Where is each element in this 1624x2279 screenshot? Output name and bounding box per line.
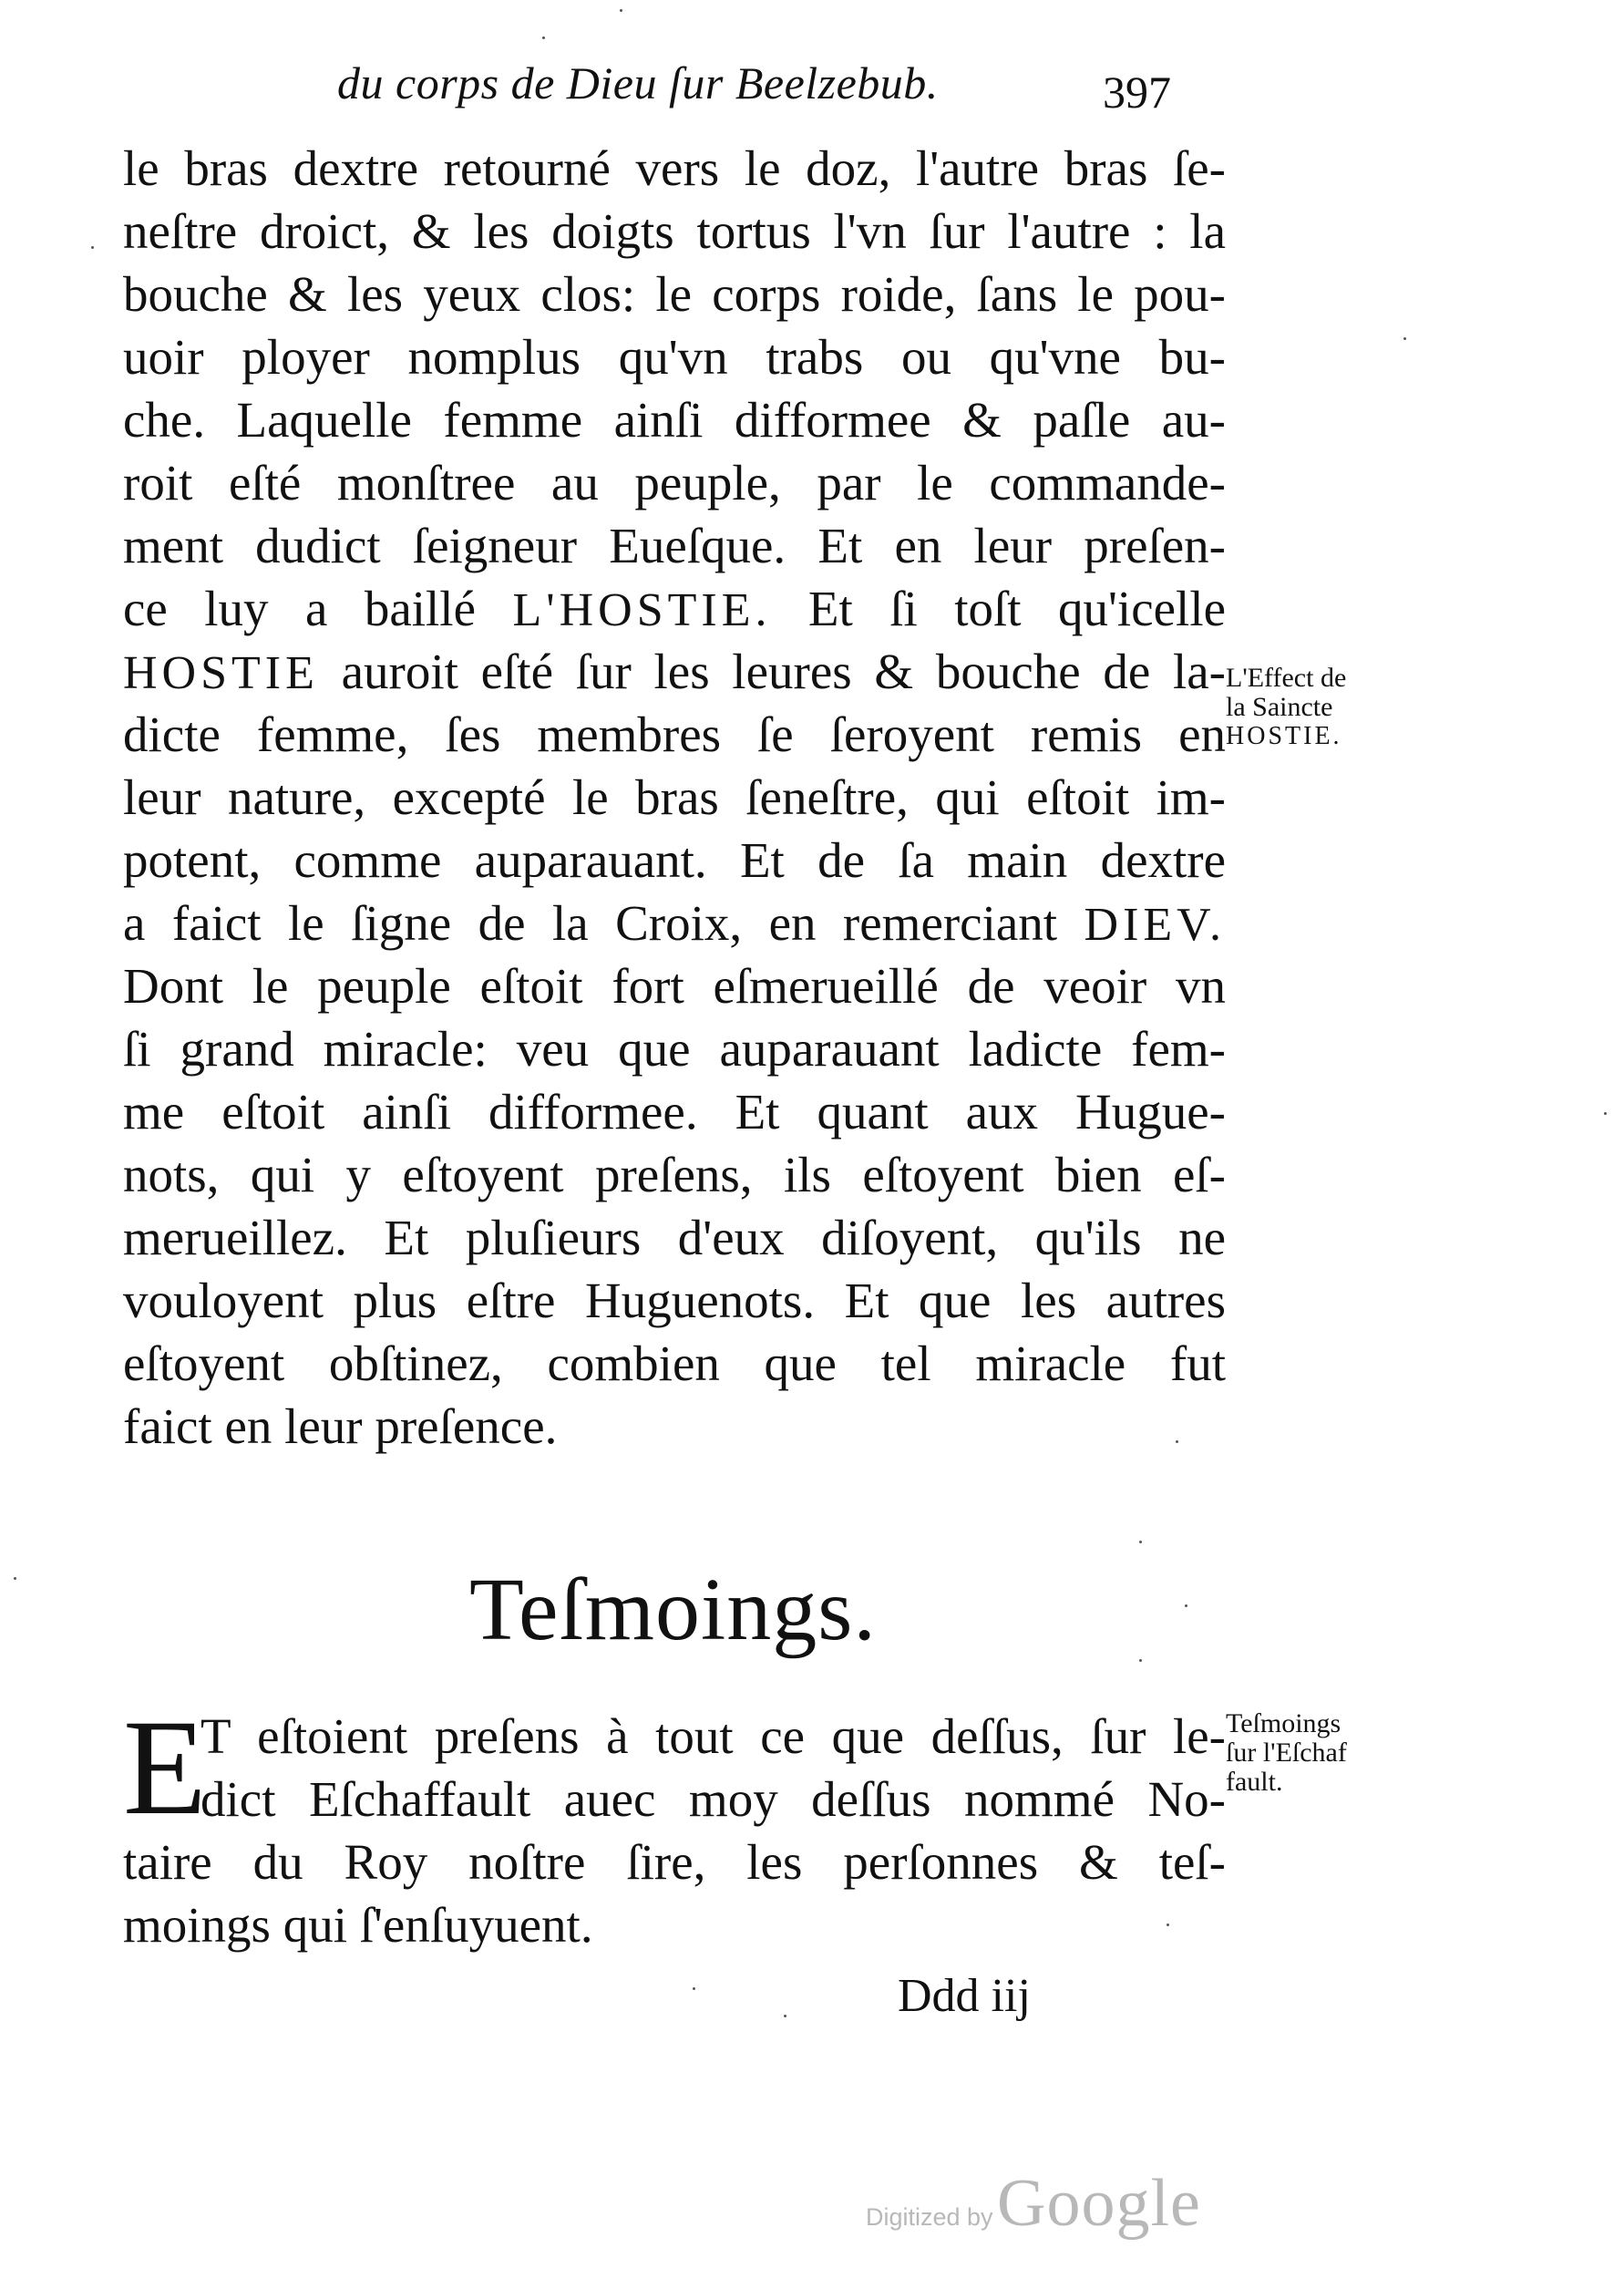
text-line-dieu — [123, 892, 1226, 954]
testimony-paragraph — [123, 1692, 1226, 1956]
text-line: T eſtoient preſens à tout ce que deſſus, ſur le- — [200, 1708, 1226, 1764]
signature-mark: Ddd iij — [898, 1970, 1031, 2022]
text-fragment: a faict le ſigne de la Croix, en remerciant — [123, 895, 1058, 951]
text-line: merueillez. Et pluſieurs d'eux diſoyent, qu'ils ne — [123, 1210, 1226, 1265]
text-line: leur nature, excepté le bras ſeneſtre, qui eſtoit im- — [123, 769, 1226, 825]
margin-note-line: fault. — [1226, 1767, 1283, 1797]
text-line: nots, qui y eſtoyent preſens, ils eſtoyent bien eſ- — [123, 1147, 1226, 1202]
text-line: eſtoyent obſtinez, combien que tel miracle fut — [123, 1335, 1226, 1391]
text-line: moings qui ſ'enſuyuent. — [123, 1897, 593, 1953]
speck — [784, 2015, 786, 2017]
page-number: 397 — [1103, 67, 1171, 118]
speck — [1167, 1923, 1169, 1926]
text-line: neſtre droict, & les doigts tortus l'vn ſur l'autre : la — [123, 203, 1226, 259]
dieu-word: DIEV. — [1084, 899, 1226, 951]
speck — [1176, 1440, 1178, 1443]
text-fragment: auroit eſté ſur les leures & bouche de la- — [341, 644, 1227, 699]
speck — [1604, 1112, 1607, 1115]
google-logo: Google — [997, 2166, 1201, 2241]
hostie-word: HOSTIE — [123, 647, 319, 699]
speck — [620, 9, 622, 12]
speck — [693, 1987, 695, 1990]
text-line: Dont le peuple eſtoit fort eſmerueillé de veoir vn — [123, 958, 1226, 1014]
text-line: vouloyent plus eſtre Huguenots. Et que les autres — [123, 1273, 1226, 1328]
text-line: taire du Roy noſtre ſire, les perſonnes & teſ- — [123, 1834, 1226, 1890]
margin-note-line: Teſmoings — [1226, 1708, 1341, 1738]
running-header: du corps de Dieu ſur Beelzebub. — [337, 57, 939, 108]
speck — [1139, 1659, 1142, 1662]
drop-cap: E — [123, 1692, 207, 1843]
margin-note-line: ſur l'Eſchaf — [1226, 1738, 1347, 1768]
speck — [91, 246, 94, 249]
margin-note-witnesses — [1226, 1709, 1408, 1797]
text-line: bouche & les yeux clos: le corps roide, ſans le pou- — [123, 266, 1226, 322]
text-line: le bras dextre retourné vers le doz, l'autre bras ſe- — [123, 140, 1226, 196]
text-line-hostie — [123, 640, 1226, 703]
watermark-label: Digitized by — [866, 2203, 993, 2231]
body-text — [123, 137, 1226, 1458]
speck — [1403, 337, 1406, 340]
speck — [542, 36, 545, 39]
speck — [14, 1577, 16, 1580]
speck — [1185, 1604, 1187, 1607]
text-fragment: Et ſi toſt qu'icelle — [807, 581, 1227, 636]
text-line: uoir ployer nomplus qu'vn trabs ou qu'vne bu- — [123, 329, 1226, 385]
text-line: ment dudict ſeigneur Eueſque. Et en leur preſen- — [123, 518, 1226, 573]
margin-note-effect — [1226, 664, 1408, 751]
margin-note-line: HOSTIE. — [1226, 722, 1342, 750]
text-line: faict en leur preſence. — [123, 1398, 558, 1454]
margin-note-line: L'Effect de — [1226, 663, 1347, 693]
text-line: dict Eſchaffault auec moy deſſus nommé No- — [200, 1771, 1226, 1827]
hostie-word: L'HOSTIE. — [512, 584, 772, 636]
section-heading: Teſmoings. — [469, 1561, 877, 1659]
text-line: potent, comme auparauant. Et de ſa main dextre — [123, 832, 1226, 888]
text-line: dicte femme, ſes membres ſe ſeroyent remis en — [123, 706, 1226, 762]
text-line: me eſtoit ainſi difformee. Et quant aux Hugue- — [123, 1084, 1226, 1140]
text-fragment: ce luy a baillé — [123, 581, 476, 636]
text-line: ſi grand miracle: veu que auparauant ladicte fem- — [123, 1021, 1226, 1077]
digitized-watermark — [866, 2165, 1201, 2243]
text-line: che. Laquelle femme ainſi difformee & paſle au- — [123, 392, 1226, 448]
margin-note-line: la Saincte — [1226, 692, 1333, 722]
text-line-hostie — [123, 577, 1226, 640]
text-line: roit eſté monſtree au peuple, par le commande- — [123, 455, 1226, 510]
speck — [1139, 1541, 1142, 1543]
